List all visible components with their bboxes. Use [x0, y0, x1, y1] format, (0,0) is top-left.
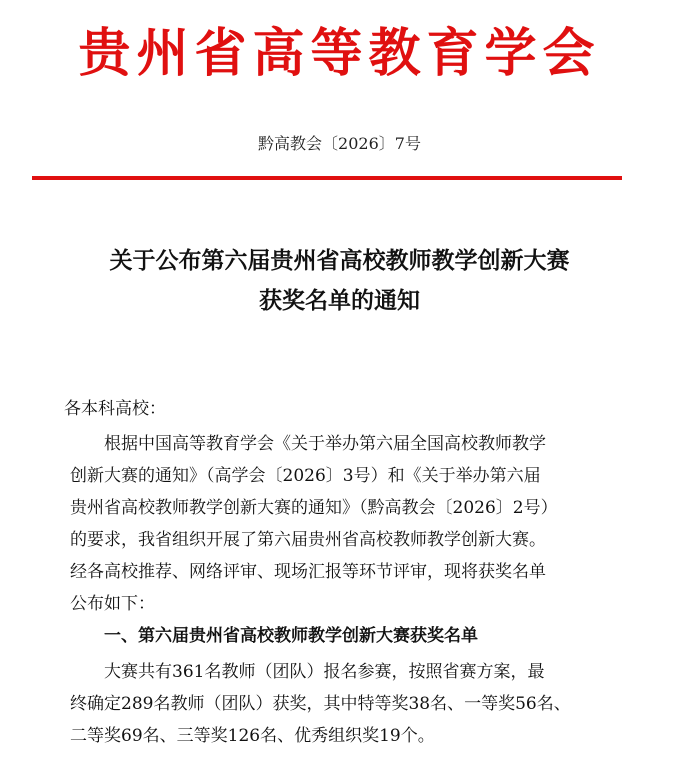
notice-title-line-2: 获奖名单的通知 — [259, 287, 420, 314]
document-number: 黔高教会〔2026〕7号 — [258, 134, 421, 153]
body-line: 经各高校推荐、网络评审、现场汇报等环节评审，现将获奖名单 — [70, 562, 546, 582]
body-line: 贵州省高校教师教学创新大赛的通知》（黔高教会〔2026〕2号） — [70, 498, 558, 518]
red-divider-line — [32, 176, 622, 180]
body-line: 的要求，我省组织开展了第六届贵州省高校教师教学创新大赛。 — [70, 530, 546, 550]
body-line: 创新大赛的通知》（高学会〔2026〕3号）和《关于举办第六届 — [70, 466, 541, 486]
section-heading: 一、第六届贵州省高校教师教学创新大赛获奖名单 — [104, 626, 478, 646]
body-line: 公布如下： — [70, 594, 155, 614]
body-line: 大赛共有361名教师（团队）报名参赛，按照省赛方案，最 — [104, 662, 545, 682]
salutation: 各本科高校： — [64, 399, 166, 419]
body-line: 根据中国高等教育学会《关于举办第六届全国高校教师教学 — [104, 434, 546, 454]
body-line: 二等奖69名、三等奖126名、优秀组织奖19个。 — [70, 726, 435, 746]
issuer-masthead: 贵州省高等教育学会 — [78, 23, 601, 84]
notice-title-line-1: 关于公布第六届贵州省高校教师教学创新大赛 — [109, 247, 570, 274]
body-line: 终确定289名教师（团队）获奖，其中特等奖38名、一等奖56名、 — [70, 694, 571, 714]
